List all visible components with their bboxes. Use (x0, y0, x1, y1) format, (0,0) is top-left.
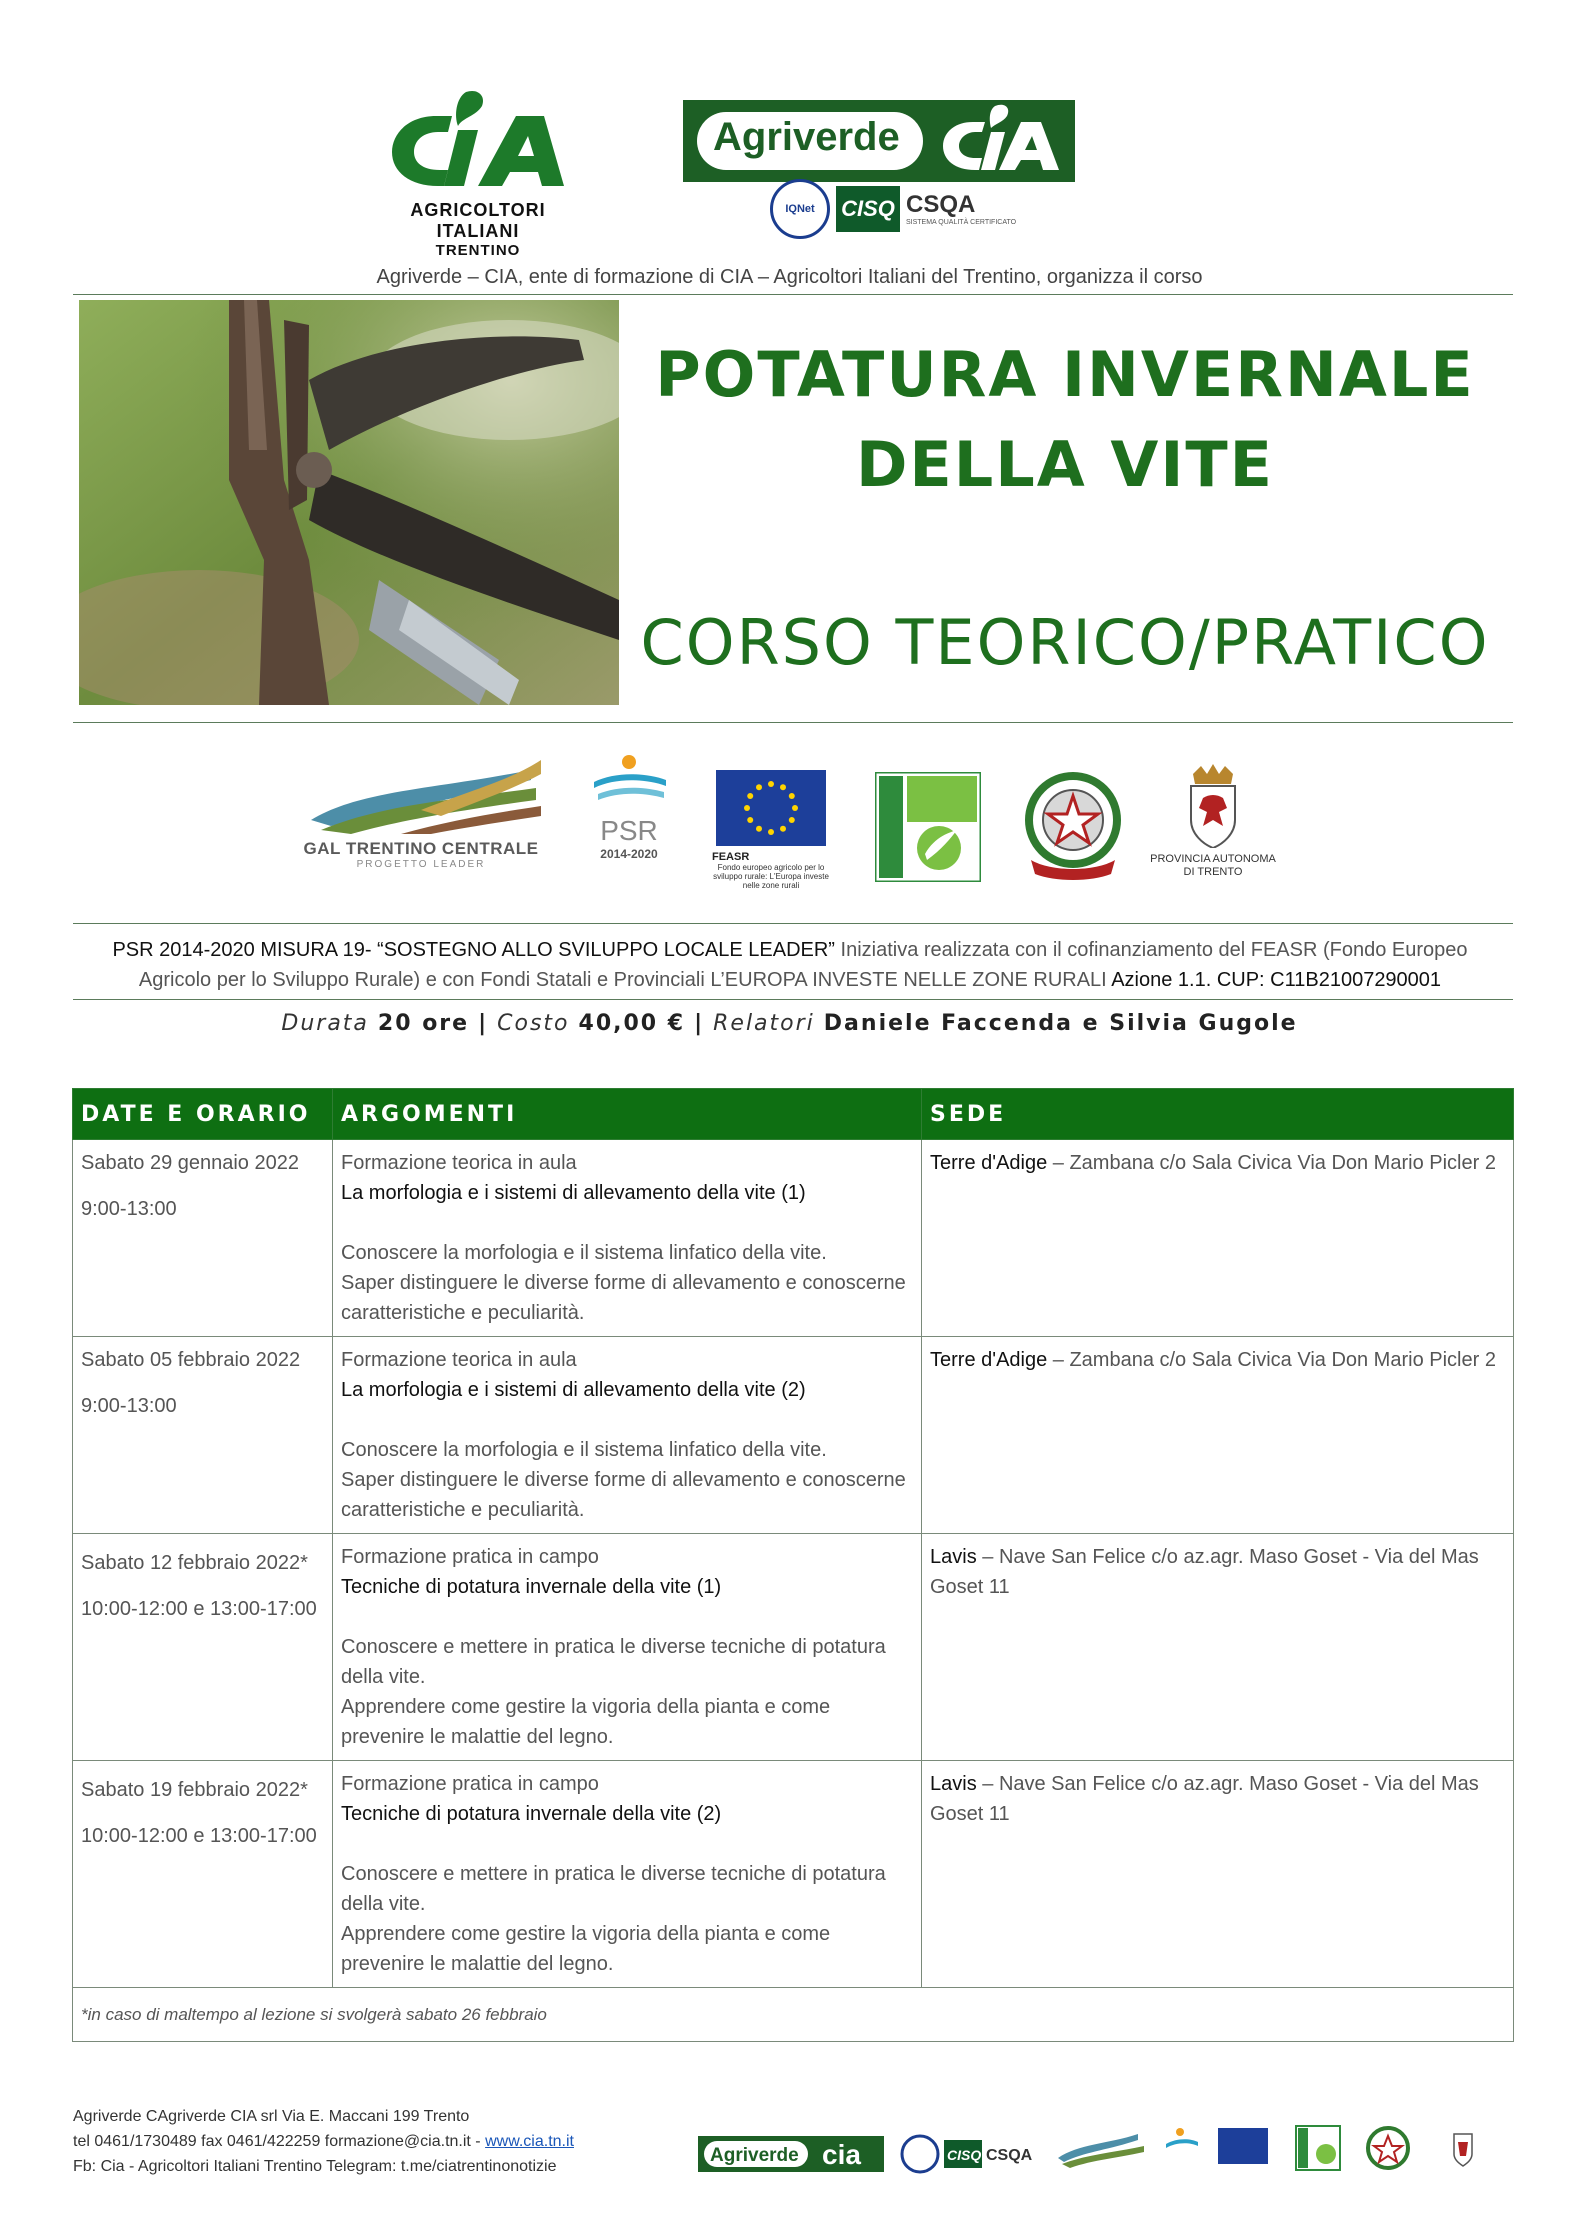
venue-place: Terre d'Adige (930, 1152, 1048, 1174)
session-desc1: Conoscere e mettere in pratica le diverse tecniche di potatura della vite. (341, 1863, 886, 1915)
eu-star-icon (756, 826, 762, 832)
psr-logo (584, 750, 674, 861)
footer-phone: tel 0461/1730489 fax 0461/422259 formazione@cia.tn.it - (73, 2133, 486, 2150)
table-header-row (73, 1089, 1514, 1140)
footer-logos-icon (698, 2098, 1518, 2178)
table-row (73, 1534, 1514, 1761)
footer-phone-line (73, 2129, 574, 2154)
venue-place: Lavis (930, 1773, 977, 1795)
organizer-line: Agriverde – CIA, ente di formazione di CIA – Agricoltori Italiani del Trentino, organizza il corso (376, 266, 1203, 288)
gal-hills-mark (301, 750, 541, 834)
republic-emblem-icon (1021, 768, 1125, 882)
eu-flag-icon (716, 770, 826, 846)
course-info-line (0, 1011, 1579, 1036)
session-desc1: Conoscere la morfologia e il sistema linfatico della vite. (341, 1439, 827, 1461)
topic-cell (333, 1337, 922, 1534)
csqa-name: CSQA (906, 190, 976, 218)
session-desc2: Saper distinguere le diverse forme di allevamento e conoscerne caratteristiche e peculiarità. (341, 1272, 906, 1324)
header-venue: SEDE (922, 1089, 1514, 1140)
session-date: Sabato 29 gennaio 2022 (81, 1152, 299, 1174)
session-type: Formazione pratica in campo (341, 1546, 599, 1568)
session-desc1: Conoscere la morfologia e il sistema linfatico della vite. (341, 1242, 827, 1264)
divider-hero (73, 722, 1513, 723)
svg-text:CSQA: CSQA (986, 2147, 1033, 2164)
agriverde-logo-text: Agriverde (713, 115, 900, 159)
session-date: Sabato 19 febbraio 2022* (81, 1779, 308, 1801)
eu-star-icon (780, 784, 786, 790)
venue-cell (922, 1534, 1514, 1761)
eu-star-icon (792, 805, 798, 811)
eu-star-icon (747, 817, 753, 823)
iqnet-badge: IQNet (770, 179, 830, 239)
eu-star-icon (789, 817, 795, 823)
footer-address: Agriverde CAgriverde CIA srl Via E. Maccani 199 Trento (73, 2108, 470, 2125)
header-topics: ARGOMENTI (333, 1089, 922, 1140)
course-subtitle: CORSO TEORICO/PRATICO (640, 606, 1490, 679)
session-time: 9:00-13:00 (81, 1395, 177, 1417)
date-cell (73, 1140, 333, 1337)
footer-social: Fb: Cia - Agricoltori Italiani Trentino Telegram: t.me/ciatrentinonotizie (73, 2158, 557, 2175)
eu-star-icon (780, 826, 786, 832)
gal-trentino-logo (296, 750, 546, 870)
cisq-badge: CISQ (836, 186, 900, 232)
separator: | (694, 1011, 705, 1036)
italian-republic-emblem (1018, 768, 1128, 887)
eu-star-icon (747, 793, 753, 799)
eu-star-icon (744, 805, 750, 811)
eu-star-icon (756, 784, 762, 790)
svg-text:Agriverde: Agriverde (710, 2145, 799, 2166)
venue-detail: – Nave San Felice c/o az.agr. Maso Goset - Via del Mas Goset 11 (930, 1773, 1479, 1825)
psr-initiative: Iniziativa realizzata con il cofinanziamento del FEASR (Fondo Europeo Agricolo per lo Sviluppo Rurale) e con Fondi Statali e Provinciali L’EUROPA INVESTE NELLE ZONE RURALI (138, 939, 1468, 991)
trento-coat-of-arms-icon (1183, 764, 1243, 848)
feasr-caption: Fondo europeo agricolo per lo sviluppo rurale: L'Europa investe nelle zone rurali (713, 863, 829, 891)
feasr-logo (712, 770, 830, 891)
svg-text:CISQ: CISQ (947, 2147, 982, 2163)
cia-logo-line1: AGRICOLTORI ITALIANI (410, 200, 546, 241)
session-type: Formazione teorica in aula (341, 1349, 577, 1371)
psr-cup: Azione 1.1. CUP: C11B21007290001 (1111, 969, 1442, 991)
psr-mark (584, 750, 674, 810)
cia-logo-mark (378, 86, 578, 196)
durata-label: Durata (281, 1011, 369, 1036)
psr-funding-note (80, 935, 1500, 995)
schedule-table (72, 1088, 1514, 2042)
psr-measure: PSR 2014-2020 MISURA 19- “SOSTEGNO ALLO SVILUPPO LOCALE LEADER” (112, 939, 835, 961)
session-topic: La morfologia e i sistemi di allevamento della vite (1) (341, 1182, 806, 1204)
venue-cell (922, 1140, 1514, 1337)
session-topic: La morfologia e i sistemi di allevamento della vite (2) (341, 1379, 806, 1401)
table-footnote-row (73, 1988, 1514, 2042)
footnote: *in caso di maltempo al lezione si svolgerà sabato 26 febbraio (73, 1988, 1514, 2042)
relatori-value: Daniele Faccenda e Silvia Gugole (823, 1011, 1298, 1036)
venue-detail: – Nave San Felice c/o az.agr. Maso Goset - Via del Mas Goset 11 (930, 1546, 1479, 1598)
session-time: 10:00-12:00 e 13:00-17:00 (81, 1598, 317, 1620)
cia-logo-line2: TRENTINO (435, 242, 521, 259)
pruning-shears-photo-illustration (79, 300, 619, 705)
eu-star-icon (768, 781, 774, 787)
session-desc2: Apprendere come gestire la vigoria della pianta e come prevenire le malattie del legno. (341, 1696, 831, 1748)
footer-logo-strip (698, 2098, 1518, 2178)
session-date: Sabato 05 febbraio 2022 (81, 1349, 301, 1371)
gal-name: GAL TRENTINO CENTRALE (303, 839, 539, 858)
footer-contacts (73, 2104, 574, 2179)
costo-label: Costo (497, 1011, 570, 1036)
session-time: 9:00-13:00 (81, 1198, 177, 1220)
session-type: Formazione pratica in campo (341, 1773, 599, 1795)
csqa-caption: SISTEMA QUALITÀ CERTIFICATO (906, 218, 1017, 226)
agriverde-cia-logo (683, 100, 1075, 182)
session-desc1: Conoscere e mettere in pratica le diverse tecniche di potatura della vite. (341, 1636, 886, 1688)
costo-value: 40,00 € (578, 1011, 686, 1036)
website-link[interactable]: www.cia.tn.it (485, 2133, 574, 2150)
feasr-name: FEASR (712, 851, 750, 863)
session-desc2: Apprendere come gestire la vigoria della pianta e come prevenire le malattie del legno. (341, 1923, 831, 1975)
session-time: 10:00-12:00 e 13:00-17:00 (81, 1825, 317, 1847)
durata-value: 20 ore (377, 1011, 470, 1036)
venue-detail: – Zambana c/o Sala Civica Via Don Mario Picler 2 (1047, 1152, 1496, 1174)
session-desc2: Saper distinguere le diverse forme di allevamento e conoscerne caratteristiche e peculiarità. (341, 1469, 906, 1521)
session-topic: Tecniche di potatura invernale della vite (1) (341, 1576, 722, 1598)
venue-place: Terre d'Adige (930, 1349, 1048, 1371)
separator: | (478, 1011, 489, 1036)
provincia-trento-logo (1146, 764, 1280, 879)
venue-cell (922, 1761, 1514, 1988)
course-title-line1: POTATURA INVERNALE (655, 338, 1475, 411)
table-row (73, 1140, 1514, 1337)
pruning-photo (79, 300, 619, 705)
psr-years: 2014-2020 (600, 847, 658, 861)
venue-place: Lavis (930, 1546, 977, 1568)
divider-partners (73, 923, 1513, 924)
topic-cell (333, 1761, 922, 1988)
eu-star-icon (789, 793, 795, 799)
table-row (73, 1337, 1514, 1534)
relatori-label: Relatori (713, 1011, 815, 1036)
header-date: DATE E ORARIO (73, 1089, 333, 1140)
session-date: Sabato 12 febbraio 2022* (81, 1552, 308, 1574)
eu-star-icon (768, 829, 774, 835)
session-type: Formazione teorica in aula (341, 1152, 577, 1174)
provincia-line1: PROVINCIA AUTONOMA (1150, 853, 1276, 865)
course-title-line2: DELLA VITE (855, 428, 1275, 501)
date-cell (73, 1337, 333, 1534)
date-cell (73, 1761, 333, 1988)
table-row (73, 1761, 1514, 1988)
leader-logo (873, 772, 983, 887)
psr-name: PSR (600, 815, 658, 846)
svg-text:cia: cia (822, 2139, 861, 2170)
topic-cell (333, 1140, 922, 1337)
certification-logos (770, 180, 1016, 238)
session-topic: Tecniche di potatura invernale della vite (2) (341, 1803, 722, 1825)
venue-detail: – Zambana c/o Sala Civica Via Don Mario Picler 2 (1047, 1349, 1496, 1371)
cia-agricoltori-logo (372, 86, 584, 259)
divider-psr (73, 999, 1513, 1000)
venue-cell (922, 1337, 1514, 1534)
divider-top (73, 294, 1513, 295)
leader-mark (875, 772, 981, 882)
topic-cell (333, 1534, 922, 1761)
gal-subtitle: PROGETTO LEADER (356, 859, 486, 870)
csqa-badge (906, 190, 1017, 226)
date-cell (73, 1534, 333, 1761)
provincia-line2: DI TRENTO (1183, 866, 1243, 879)
